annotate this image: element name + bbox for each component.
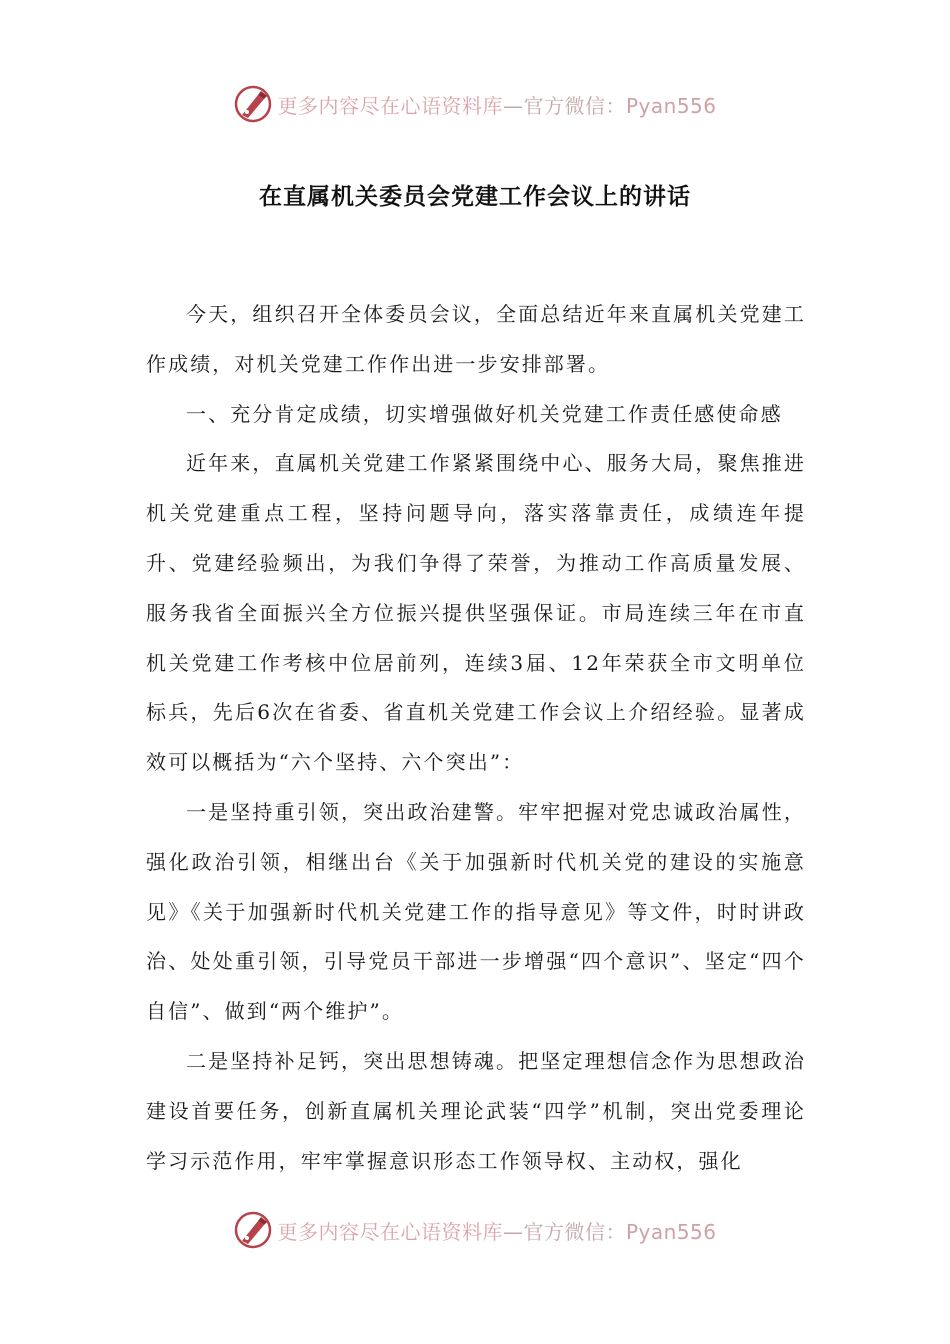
wechat-label: —官方微信：	[502, 93, 626, 118]
site-name: 更多内容尽在心语资料库	[277, 93, 503, 118]
pen-nib-logo-icon	[233, 84, 273, 124]
document-body	[146, 290, 806, 1186]
pen-nib-logo-icon	[233, 1210, 273, 1250]
footer-watermark-banner	[0, 1208, 950, 1252]
wechat-label: —官方微信：	[502, 1219, 626, 1244]
wechat-id: Pyan556	[625, 1219, 717, 1244]
site-name: 更多内容尽在心语资料库	[277, 1219, 503, 1244]
document-title: 在直属机关委员会党建工作会议上的讲话	[259, 184, 691, 210]
wechat-id: Pyan556	[625, 93, 717, 118]
paragraph-point-1: 一是坚持重引领，突出政治建警。牢牢把握对党忠诚政治属性，强化政治引领，相继出台《关于加强新时代机关党的建设的实施意见》《关于加强新时代机关党建工作的指导意见》等文件，时时讲政治、处处重引领，引导党员干部进一步增强“四个意识”、坚定“四个自信”、做到“两个维护”。	[146, 799, 806, 1024]
section-heading-1: 一、充分肯定成绩，切实增强做好机关党建工作责任感使命感	[186, 401, 783, 426]
header-watermark-banner	[0, 82, 950, 126]
paragraph-intro: 今天，组织召开全体委员会议，全面总结近年来直属机关党建工作成绩，对机关党建工作作出进一步安排部署。	[146, 302, 806, 376]
paragraph-point-2: 二是坚持补足钙，突出思想铸魂。把坚定理想信念作为思想政治建设首要任务，创新直属机关理论武装“四学”机制，突出党委理论学习示范作用，牢牢掌握意识形态工作领导权、主动权，强化	[146, 1048, 806, 1173]
paragraph-achievements: 近年来，直属机关党建工作紧紧围绕中心、服务大局，聚焦推进机关党建重点工程，坚持问题导向，落实落靠责任，成绩连年提升、党建经验频出，为我们争得了荣誉，为推动工作高质量发展、服务我省全面振兴全方位振兴提供坚强保证。市局连续三年在市直机关党建工作考核中位居前列，连续3届、12年荣获全市文明单位标兵，先后6次在省委、省直机关党建工作会议上介绍经验。显著成效可以概括为“六个坚持、六个突出”：	[146, 451, 806, 775]
